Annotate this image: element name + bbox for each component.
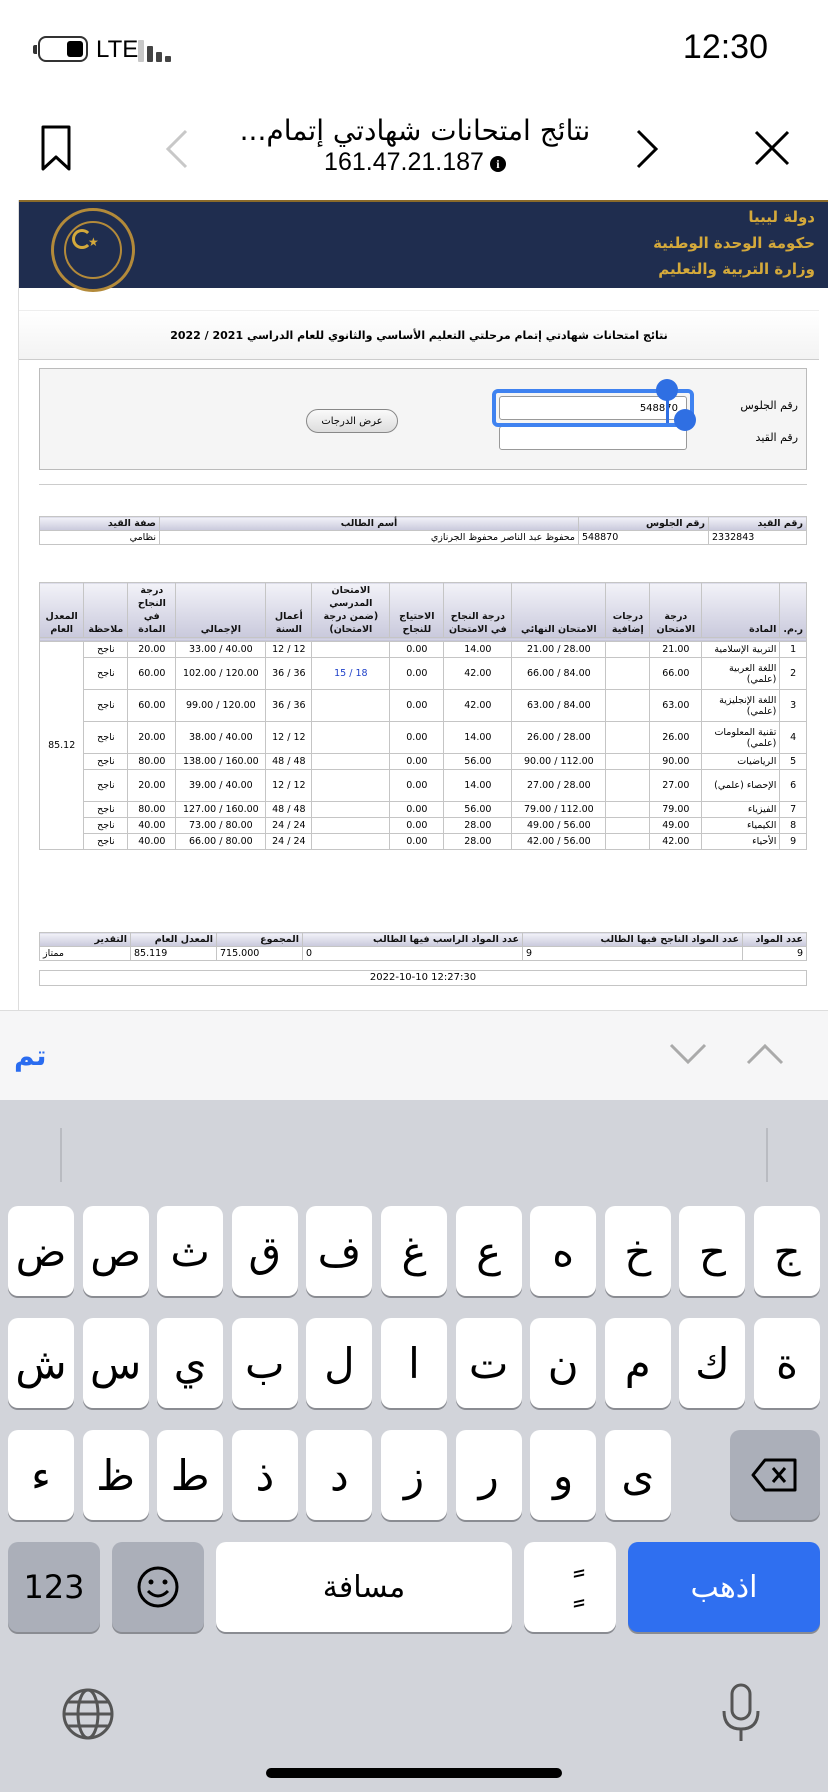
table-cell: 0.00 [390,722,444,754]
table-cell: 24 / 24 [266,834,312,850]
table-cell: 7 [780,802,807,818]
col-enrollment-type: صفة القيد [40,517,160,531]
key-row2-5[interactable]: ا [381,1318,447,1408]
col-exam-grade: درجة الامتحان [650,583,702,638]
network-label: LTE [96,36,139,63]
table-cell: 42.00 [444,690,512,722]
table-cell: 80.00 [128,802,176,818]
table-cell: 36 / 36 [266,690,312,722]
emoji-key[interactable] [112,1542,204,1632]
table-cell: 80.00 / 73.00 [176,818,266,834]
table-cell: 160.00 / 127.00 [176,802,266,818]
table-cell [606,642,650,658]
url-text: 161.47.21.187 [324,148,484,176]
table-cell: 0.00 [390,834,444,850]
student-name-value: محفوظ عبد الناصر محفوظ الجرنازي [160,531,579,545]
table-cell: 40.00 / 38.00 [176,722,266,754]
table-cell: 9 [780,834,807,850]
col-index: ر.م. [780,583,807,638]
status-bar [0,0,828,100]
table-cell: 21.00 [650,642,702,658]
table-cell: 20.00 [128,722,176,754]
table-row [40,802,807,818]
table-row [40,834,807,850]
header-government: حكومة الوحدة الوطنية [653,234,815,252]
table-cell: تقنية المعلومات (علمي) [702,722,780,754]
globe-icon[interactable] [58,1684,118,1744]
search-form [39,368,807,470]
table-cell: 8 [780,818,807,834]
candidate-divider [766,1128,768,1182]
table-cell: 6 [780,770,807,802]
table-cell: ناجح [84,722,128,754]
table-cell: 0.00 [390,690,444,722]
divider [39,484,807,485]
col-exam-pass-grade: درجة النجاح في الامتحان [444,583,512,638]
table-cell: 60.00 [128,690,176,722]
key-row3-0[interactable]: ء [8,1430,74,1520]
table-row [40,690,807,722]
table-cell [606,690,650,722]
table-cell: 14.00 [444,642,512,658]
candidate-divider [60,1128,62,1182]
table-cell: ناجح [84,802,128,818]
key-row3-6[interactable]: ر [456,1430,522,1520]
table-row [40,818,807,834]
timestamp: 2022-10-10 12:27:30 [39,970,807,986]
table-cell: 80.00 / 66.00 [176,834,266,850]
table-cell: 5 [780,754,807,770]
table-cell: 28.00 / 27.00 [512,770,606,802]
table-cell: 28.00 [444,818,512,834]
table-cell: 48 / 48 [266,802,312,818]
key-row3-2[interactable]: ط [157,1430,223,1520]
key-row2-8[interactable]: م [605,1318,671,1408]
table-cell: 42.00 [444,658,512,690]
col-subject-pass-grade: درجة النجاح في المادة [128,583,176,638]
key-row2-2[interactable]: ي [157,1318,223,1408]
table-cell: 28.00 / 26.00 [512,722,606,754]
table-cell [606,754,650,770]
col-passed-count: عدد المواد الناجح فيها الطالب [523,933,743,947]
table-cell: 20.00 [128,770,176,802]
table-cell [606,658,650,690]
sum-value: 715.000 [217,947,303,961]
page-heading-bar [19,310,819,360]
key-row1-4[interactable]: ف [306,1206,372,1296]
table-cell: 0.00 [390,754,444,770]
key-row2-9[interactable]: ك [679,1318,745,1408]
seat-number-label: رقم الجلوس [740,399,798,412]
numbers-key[interactable]: 123 [8,1542,100,1632]
col-subject-count: عدد المواد [743,933,807,947]
table-cell: 40.00 / 39.00 [176,770,266,802]
table-cell: ناجح [84,834,128,850]
emoji-icon [136,1565,180,1609]
enrollment-type-value: نظامي [40,531,160,545]
key-row3-3[interactable]: ذ [232,1430,298,1520]
signal-icon [138,36,178,62]
col-average: المعدل العام [131,933,217,947]
table-row [40,770,807,802]
table-cell: 40.00 [128,834,176,850]
keyboard [0,1100,828,1792]
table-cell: الكيمياء [702,818,780,834]
forward-icon[interactable] [632,126,662,172]
table-row [40,658,807,690]
table-cell [606,722,650,754]
table-cell: 14.00 [444,770,512,802]
key-row1-6[interactable]: ع [456,1206,522,1296]
summary-table [39,932,807,961]
col-total: الإجمالي [176,583,266,638]
reg-number-value: 2332843 [709,531,807,545]
reg-number-input[interactable] [499,426,687,450]
key-row1-5[interactable]: غ [381,1206,447,1296]
table-cell [606,834,650,850]
table-cell [312,770,390,802]
table-cell [312,722,390,754]
table-row [40,754,807,770]
key-row2-7[interactable]: ن [530,1318,596,1408]
table-cell: 84.00 / 66.00 [512,658,606,690]
table-cell [312,754,390,770]
go-key[interactable]: اذهب [628,1542,820,1632]
site-banner [19,200,828,288]
table-cell: 56.00 / 42.00 [512,834,606,850]
key-row3-5[interactable]: ز [381,1430,447,1520]
table-cell: ناجح [84,642,128,658]
table-cell: 26.00 [650,722,702,754]
table-cell: 20.00 [128,642,176,658]
bookmark-icon[interactable] [36,122,76,174]
table-cell: 14.00 [444,722,512,754]
table-cell: 112.00 / 90.00 [512,754,606,770]
table-cell: 0.00 [390,658,444,690]
table-cell: 24 / 24 [266,818,312,834]
space-key[interactable]: مسافة [216,1542,512,1632]
table-cell: 1 [780,642,807,658]
delete-key[interactable] [730,1430,820,1520]
table-cell: 49.00 [650,818,702,834]
table-cell: 48 / 48 [266,754,312,770]
grades-body [40,642,807,850]
key-row3-8[interactable]: ى [605,1430,671,1520]
rating-value: ممتاز [40,947,131,961]
microphone-icon[interactable] [716,1680,766,1748]
table-cell: 120.00 / 102.00 [176,658,266,690]
col-rating: التقدير [40,933,131,947]
key-row2-1[interactable]: س [83,1318,149,1408]
table-cell: 4 [780,722,807,754]
chevron-up-icon[interactable] [745,1039,785,1069]
table-cell: 0.00 [390,770,444,802]
table-cell: 84.00 / 63.00 [512,690,606,722]
header-country: دولة ليبيا [748,208,815,226]
table-cell: ناجح [84,818,128,834]
back-icon[interactable] [162,126,192,172]
col-extra-grades: درجات إضافية [606,583,650,638]
col-needed-to-pass: الاحتياج للنجاح [390,583,444,638]
delete-icon [751,1458,799,1492]
col-note: ملاحظة [84,583,128,638]
table-cell: 56.00 [444,802,512,818]
table-cell: 12 / 12 [266,770,312,802]
col-school-exam: الامتحان المدرسي (ضمن درجة الامتحان) [312,583,390,638]
subject-count-value: 9 [743,947,807,961]
home-indicator [266,1768,562,1778]
status-time: 12:30 [682,28,768,66]
chevron-down-icon[interactable] [668,1039,708,1069]
key-row1-2[interactable]: ث [157,1206,223,1296]
table-cell: 60.00 [128,658,176,690]
table-cell: ناجح [84,658,128,690]
table-cell [606,770,650,802]
close-icon[interactable] [752,128,792,168]
info-icon[interactable]: i [490,156,506,172]
student-info-table [39,516,807,545]
key-row3-4[interactable]: د [306,1430,372,1520]
table-cell: 79.00 [650,802,702,818]
key-row2-0[interactable]: ش [8,1318,74,1408]
table-cell: 90.00 [650,754,702,770]
col-sum: المجموع [217,933,303,947]
battery-icon [38,36,88,62]
table-cell: 28.00 / 21.00 [512,642,606,658]
table-cell [312,818,390,834]
table-cell [312,834,390,850]
passed-count-value: 9 [523,947,743,961]
table-cell [606,818,650,834]
key-row2-4[interactable]: ل [306,1318,372,1408]
selection-handle-end[interactable] [674,409,696,431]
table-cell: 112.00 / 79.00 [512,802,606,818]
key-row1-10[interactable]: ج [754,1206,820,1296]
key-row2-3[interactable]: ب [232,1318,298,1408]
header-ministry: وزارة التربية والتعليم [658,260,815,278]
table-cell: 40.00 / 33.00 [176,642,266,658]
table-cell: 18 / 15 [312,658,390,690]
table-cell: اللغة الإنجليزية (علمي) [702,690,780,722]
done-button[interactable]: تم [14,1039,47,1072]
table-cell: 2 [780,658,807,690]
table-cell: 42.00 [650,834,702,850]
key-row2-6[interactable]: ت [456,1318,522,1408]
show-grades-button[interactable]: عرض الدرجات [306,409,398,433]
table-cell: الإحصاء (علمي) [702,770,780,802]
failed-count-value: 0 [303,947,523,961]
table-cell: 63.00 [650,690,702,722]
table-cell: التربية الإسلامية [702,642,780,658]
key-row1-0[interactable]: ض [8,1206,74,1296]
table-cell: 56.00 / 49.00 [512,818,606,834]
average-value: 85.119 [131,947,217,961]
table-cell: 160.00 / 138.00 [176,754,266,770]
col-failed-count: عدد المواد الراسب فيها الطالب [303,933,523,947]
col-student-name: أسم الطالب [160,517,579,531]
table-cell [312,802,390,818]
table-cell [312,642,390,658]
table-cell: ناجح [84,690,128,722]
table-cell: 0.00 [390,818,444,834]
table-cell: 28.00 [444,834,512,850]
key-row1-7[interactable]: ه [530,1206,596,1296]
table-cell [606,802,650,818]
col-subject: المادة [702,583,780,638]
browser-navbar [0,100,828,200]
emblem-logo: ★ [51,208,135,292]
web-content [18,200,828,1010]
col-final-exam: الامتحان النهائي [512,583,606,638]
reg-number-label: رقم القيد [755,431,798,444]
key-row3-7[interactable]: و [530,1430,596,1520]
table-cell: 0.00 [390,642,444,658]
col-year-work: أعمال السنة [266,583,312,638]
table-cell: ناجح [84,754,128,770]
key-row1-1[interactable]: ص [83,1206,149,1296]
table-cell: ناجح [84,770,128,802]
table-cell: 12 / 12 [266,642,312,658]
table-row [40,722,807,754]
col-general-average: المعدل العام [40,583,84,638]
key-row1-8[interactable]: خ [605,1206,671,1296]
seat-number-value: 548870 [579,531,709,545]
table-row [40,642,807,658]
key-row1-9[interactable]: ح [679,1206,745,1296]
keyboard-toolbar [0,1010,828,1100]
table-cell: 36 / 36 [266,658,312,690]
page-title: نتائج امتحانات شهادتي إتمام... [239,114,591,147]
key-row3-1[interactable]: ظ [83,1430,149,1520]
table-cell: 3 [780,690,807,722]
table-cell: 27.00 [650,770,702,802]
key-row1-3[interactable]: ق [232,1206,298,1296]
table-cell: الرياضيات [702,754,780,770]
table-cell: 66.00 [650,658,702,690]
table-cell: 120.00 / 99.00 [176,690,266,722]
table-cell: الأحياء [702,834,780,850]
tanween-key[interactable] [524,1542,616,1632]
key-row2-10[interactable]: ة [754,1318,820,1408]
col-reg-number: رقم القيد [709,517,807,531]
grades-table [39,582,807,850]
table-cell: 56.00 [444,754,512,770]
table-cell [312,690,390,722]
table-cell: 40.00 [128,818,176,834]
col-seat-number: رقم الجلوس [579,517,709,531]
selection-handle-start[interactable] [656,379,678,401]
page-heading: نتائج امتحانات شهادتي إتمام مرحلتي التعليم الأساسي والثانوي للعام الدراسي 2021 / 2022 [170,329,668,342]
table-cell: 0.00 [390,802,444,818]
table-cell: 80.00 [128,754,176,770]
table-cell: 12 / 12 [266,722,312,754]
table-cell: اللغة العربية (علمي) [702,658,780,690]
url-display[interactable] [230,148,600,177]
general-average-value: 85.12 [40,642,84,850]
table-cell: الفيزياء [702,802,780,818]
